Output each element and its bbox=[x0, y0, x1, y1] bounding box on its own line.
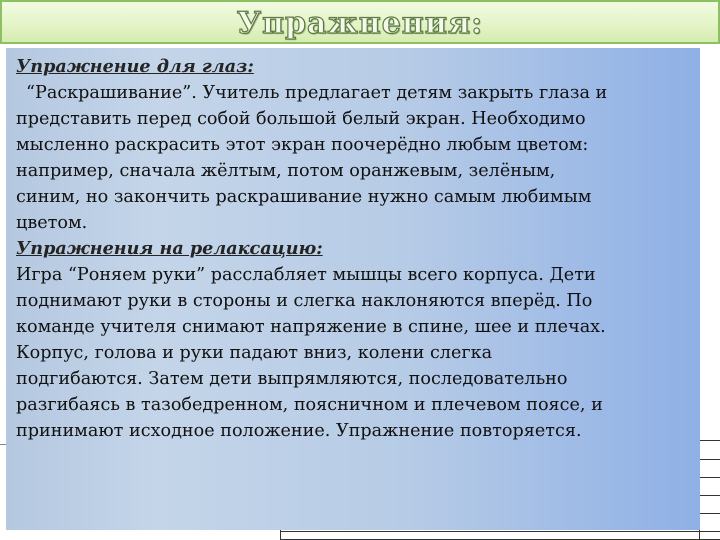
content-text bbox=[16, 54, 690, 444]
section-heading-eyes: Упражнение для глаз: bbox=[16, 56, 254, 77]
title-bar bbox=[0, 0, 720, 44]
paragraph-line: разгибаясь в тазобедренном, поясничном и плечевом поясе, и bbox=[16, 395, 603, 415]
paragraph-line: представить перед собой большой белый экран. Необходимо bbox=[16, 109, 586, 129]
content-panel bbox=[6, 48, 700, 530]
paragraph-line: например, сначала жёлтым, потом оранжевым, зелёным, bbox=[16, 161, 556, 181]
paragraph-line: синим, но закончить раскрашивание нужно самым любимым bbox=[16, 187, 592, 207]
paragraph-line: команде учителя снимают напряжение в спине, шее и плечах. bbox=[16, 317, 606, 337]
paragraph-line: Корпус, голова и руки падают вниз, колени слегка bbox=[16, 343, 493, 363]
page-title: Упражнения: bbox=[236, 6, 484, 41]
section-heading-relaxation: Упражнения на релаксацию: bbox=[16, 238, 323, 259]
paragraph-line: мысленно раскрасить этот экран поочерёдно любым цветом: bbox=[16, 135, 589, 155]
paragraph-line: цветом. bbox=[16, 213, 88, 233]
paragraph-line: “Раскрашивание”. Учитель предлагает детям закрыть глаза и bbox=[26, 83, 608, 103]
paragraph-line: принимают исходное положение. Упражнение повторяется. bbox=[16, 421, 582, 441]
paragraph-line: поднимают руки в стороны и слегка наклоняются вперёд. По bbox=[16, 291, 593, 311]
paragraph-line: подгибаются. Затем дети выпрямляются, последовательно bbox=[16, 369, 568, 389]
paragraph-line: Игра “Роняем руки” расслабляет мышцы всего корпуса. Дети bbox=[16, 265, 596, 285]
